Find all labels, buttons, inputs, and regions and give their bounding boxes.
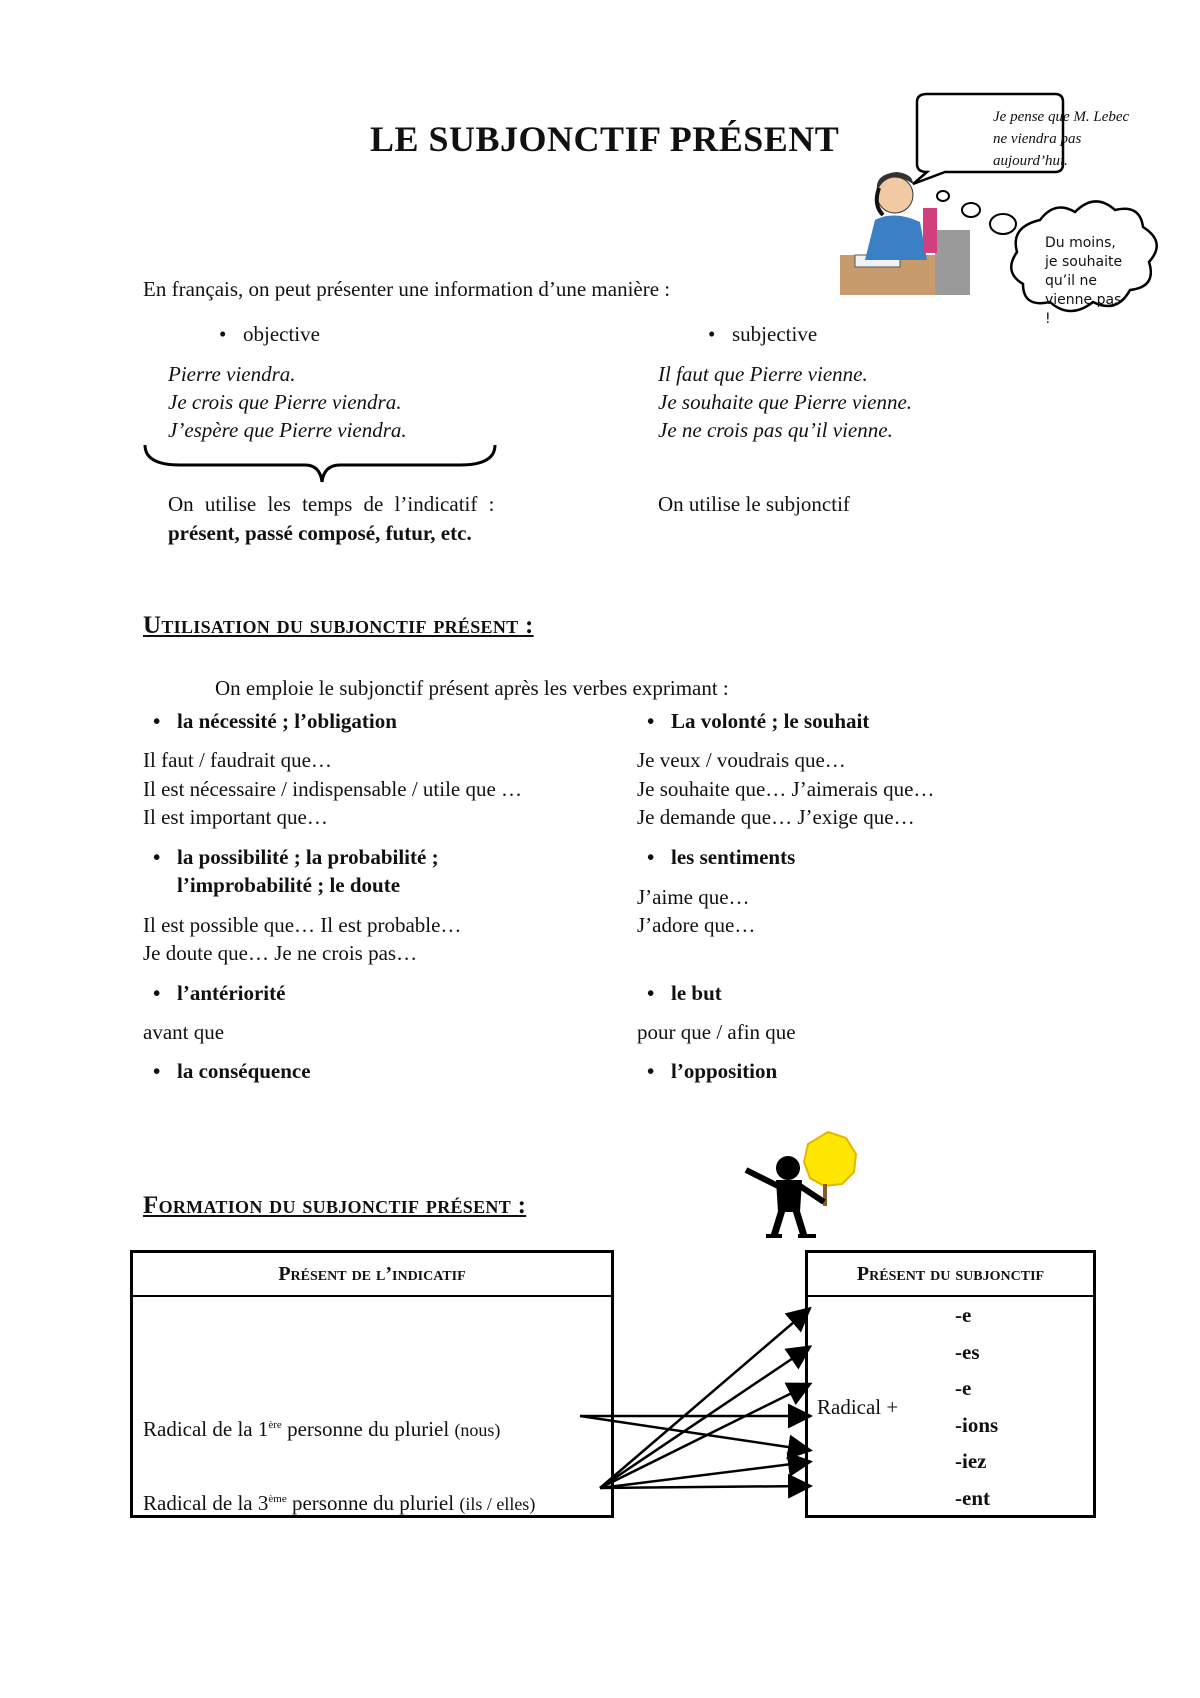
row-text: Radical de la 1 bbox=[143, 1417, 269, 1441]
utilisation-heading: Utilisation du subjonctif présent : bbox=[143, 612, 534, 639]
usage-category: • la possibilité ; la probabilité ; bbox=[177, 843, 439, 871]
row-text: personne du pluriel bbox=[281, 1417, 455, 1441]
usage-example: avant que bbox=[143, 1020, 225, 1044]
arrow bbox=[600, 1486, 808, 1488]
page-title: LE SUBJONCTIF PRÉSENT bbox=[370, 119, 840, 159]
usage-example: Je demande que… J’exige que… bbox=[637, 805, 915, 829]
usage-example: Il est possible que… Il est probable… bbox=[143, 913, 462, 937]
usage-category: • les sentiments bbox=[671, 843, 795, 871]
endings-list bbox=[955, 1297, 998, 1516]
radical-nous-row bbox=[143, 1411, 500, 1444]
subjonctif-table bbox=[805, 1250, 1096, 1518]
curly-brace bbox=[140, 440, 505, 485]
ordinal-sup: ème bbox=[268, 1493, 287, 1505]
objective-label: • objective bbox=[243, 320, 320, 348]
subjective-example: Je ne crois pas qu’il vienne. bbox=[658, 418, 893, 442]
intro-text: En français, on peut présenter une information d’une manière : bbox=[143, 277, 671, 301]
subjective-example: Il faut que Pierre vienne. bbox=[658, 362, 868, 386]
subjective-example: Je souhaite que Pierre vienne. bbox=[658, 390, 913, 414]
ordinal-sup: ère bbox=[268, 1419, 282, 1431]
speech-bubble-text: Je pense que M. Lebec ne viendra pas aujourd’hui. bbox=[993, 109, 1130, 169]
radical-plus-label: Radical + bbox=[817, 1395, 899, 1419]
usage-category: • l’opposition bbox=[671, 1057, 777, 1085]
usage-category: • le but bbox=[671, 979, 722, 1007]
usage-category-cont: l’improbabilité ; le doute bbox=[177, 873, 401, 897]
usage-category: • La volonté ; le souhait bbox=[671, 707, 869, 735]
ending-item: -iez bbox=[955, 1449, 987, 1473]
usage-example: pour que / afin que bbox=[637, 1020, 796, 1044]
objective-example: Pierre viendra. bbox=[168, 362, 296, 386]
ending-item: -ent bbox=[955, 1485, 990, 1510]
usage-example: Il est nécessaire / indispensable / utile que … bbox=[143, 777, 523, 801]
radical-ils-row bbox=[143, 1485, 535, 1518]
formation-arrows bbox=[570, 1290, 820, 1520]
objective-example: Je crois que Pierre viendra. bbox=[168, 390, 402, 414]
row-text: Radical de la 3 bbox=[143, 1491, 269, 1515]
formation-heading: Formation du subjonctif présent : bbox=[143, 1192, 527, 1219]
subjective-label: • subjective bbox=[732, 320, 817, 348]
objective-example: J’espère que Pierre viendra. bbox=[168, 418, 407, 442]
usage-example: J’adore que… bbox=[637, 913, 756, 937]
usage-example: Je doute que… Je ne crois pas… bbox=[143, 941, 418, 965]
usage-category: • la conséquence bbox=[177, 1057, 311, 1085]
indicatif-table bbox=[130, 1250, 614, 1518]
ending-item: -ions bbox=[955, 1412, 999, 1437]
usage-category: • l’antériorité bbox=[177, 979, 285, 1007]
ending-item: -e bbox=[955, 1376, 972, 1400]
thought-bubble-text: Du moins, je souhaite qu’il ne vienne pas ! bbox=[1045, 235, 1123, 327]
stop-sign-figure-illustration bbox=[738, 1130, 858, 1240]
subjective-usage: On utilise le subjonctif bbox=[658, 492, 850, 516]
usage-example: Il faut / faudrait que… bbox=[143, 748, 332, 772]
pronoun-note: (ils / elles) bbox=[459, 1494, 536, 1514]
usage-example: Il est important que… bbox=[143, 805, 328, 829]
objective-usage-tenses: présent, passé composé, futur, etc. bbox=[168, 521, 472, 545]
ending-item: -es bbox=[955, 1339, 980, 1364]
objective-usage: On utilise les temps de l’indicatif : bbox=[168, 492, 495, 516]
utilisation-intro: On emploie le subjonctif présent après les verbes exprimant : bbox=[215, 676, 729, 700]
usage-category: • la nécessité ; l’obligation bbox=[177, 707, 397, 735]
usage-example: J’aime que… bbox=[637, 885, 750, 909]
pronoun-note: (nous) bbox=[454, 1420, 501, 1440]
row-text: personne du pluriel bbox=[286, 1491, 460, 1515]
indicatif-table-header: Présent de l’indicatif bbox=[133, 1253, 611, 1297]
arrow bbox=[580, 1416, 808, 1450]
arrow bbox=[600, 1310, 808, 1488]
usage-example: Je veux / voudrais que… bbox=[637, 748, 846, 772]
subjonctif-table-header: Présent du subjonctif bbox=[808, 1253, 1093, 1297]
ending-item: -e bbox=[955, 1303, 972, 1327]
usage-example: Je souhaite que… J’aimerais que… bbox=[637, 777, 935, 801]
